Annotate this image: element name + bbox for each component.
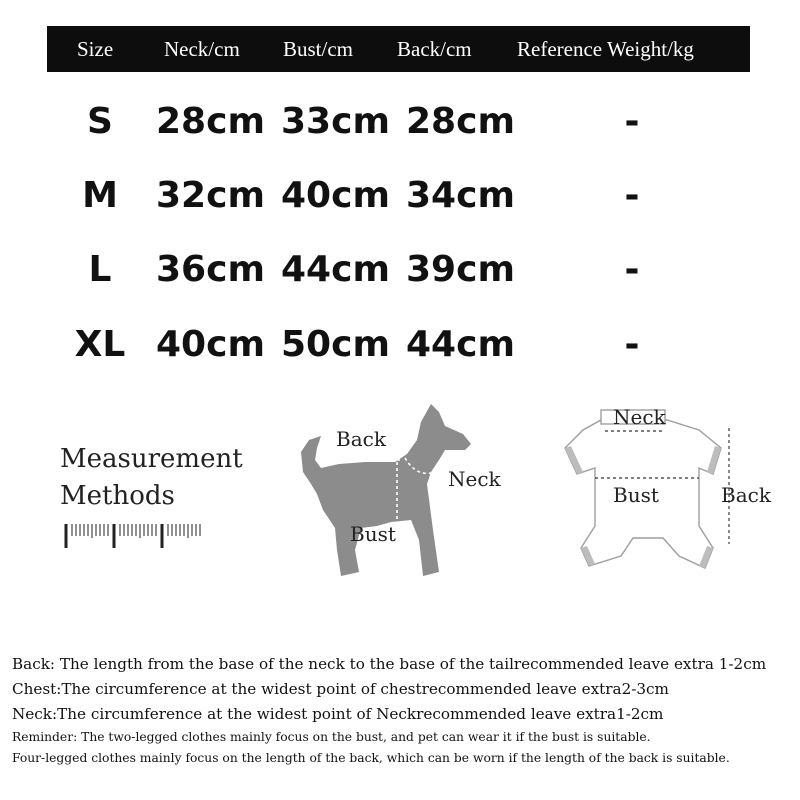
clothes-neck-label: Neck xyxy=(613,405,666,429)
back-cell: 44cm xyxy=(406,324,515,365)
size-cell: XL xyxy=(74,324,126,365)
measurement-notes xyxy=(12,652,800,769)
weight-cell: - xyxy=(624,101,640,142)
note-reminder: Reminder: The two-legged clothes mainly focus on the bust, and pet can wear it if the bust is suitable. xyxy=(12,730,651,744)
back-cell: 34cm xyxy=(406,175,515,216)
measurement-title-line1: Measurement xyxy=(60,444,243,474)
dog-measurement-diagram xyxy=(295,400,515,585)
clothes-measurement-diagram xyxy=(555,398,795,583)
neck-cell: 36cm xyxy=(156,249,265,290)
weight-cell: - xyxy=(624,324,640,365)
measurement-title-line2: Methods xyxy=(60,481,175,511)
size-table-header xyxy=(47,26,750,72)
size-cell: L xyxy=(88,249,112,290)
back-cell: 39cm xyxy=(406,249,515,290)
bust-cell: 50cm xyxy=(281,324,390,365)
bust-cell: 40cm xyxy=(281,175,390,216)
note-back: Back: The length from the base of the neck to the base of the tailrecommended leave extra 1-2cm xyxy=(12,655,767,673)
header-bust: Bust/cm xyxy=(283,37,354,61)
clothes-bust-label: Bust xyxy=(613,483,659,507)
back-cell: 28cm xyxy=(406,101,515,142)
bust-cell: 33cm xyxy=(281,101,390,142)
neck-cell: 28cm xyxy=(156,101,265,142)
size-cell: M xyxy=(82,175,118,216)
note-neck: Neck:The circumference at the widest point of Neckrecommended leave extra1-2cm xyxy=(12,705,664,723)
table-row-xl xyxy=(0,315,800,375)
header-neck: Neck/cm xyxy=(164,37,240,61)
header-size: Size xyxy=(77,37,114,61)
table-row-l xyxy=(0,240,800,300)
header-back: Back/cm xyxy=(397,37,472,61)
weight-cell: - xyxy=(624,175,640,216)
table-row-s xyxy=(0,92,800,152)
neck-cell: 40cm xyxy=(156,324,265,365)
dog-silhouette-icon xyxy=(301,404,471,576)
neck-cell: 32cm xyxy=(156,175,265,216)
dog-back-label: Back xyxy=(336,427,386,451)
dog-bust-label: Bust xyxy=(350,522,396,546)
weight-cell: - xyxy=(624,249,640,290)
dog-neck-label: Neck xyxy=(448,467,501,491)
clothes-back-label: Back xyxy=(721,483,771,507)
measurement-methods-title xyxy=(60,441,243,515)
size-cell: S xyxy=(87,101,113,142)
note-chest: Chest:The circumference at the widest point of chestrecommended leave extra2-3cm xyxy=(12,680,669,698)
header-reference-weight: Reference Weight/kg xyxy=(517,37,694,61)
ruler-icon xyxy=(62,518,212,554)
note-four-legged: Four-legged clothes mainly focus on the length of the back, which can be worn if the length of the back is suitable. xyxy=(12,751,730,765)
bust-cell: 44cm xyxy=(281,249,390,290)
table-row-m xyxy=(0,166,800,226)
